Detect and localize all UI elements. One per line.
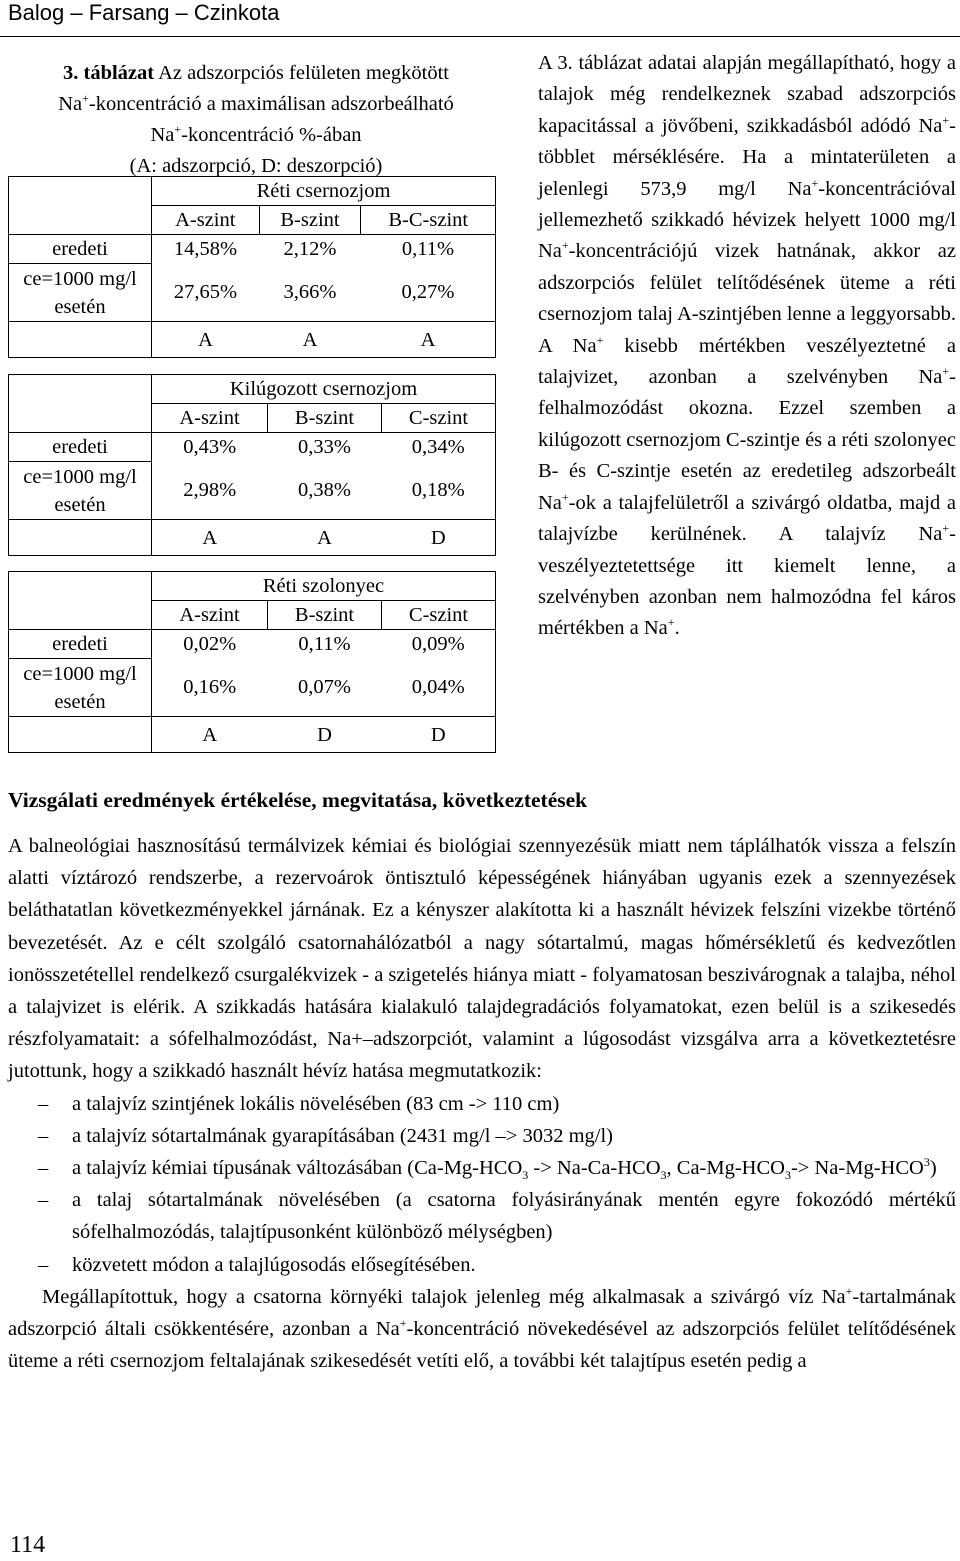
page-number: 114 — [10, 1532, 46, 1558]
table-title: Réti szolonyec — [152, 572, 496, 601]
table-cell: 0,09% — [382, 630, 496, 659]
header-rule — [0, 36, 960, 37]
table-cell: 0,16% — [183, 676, 237, 699]
table-reti-szolonyec — [8, 571, 496, 753]
table-kilugozott-csernozjom — [8, 374, 496, 556]
row-label: ce=1000 mg/l esetén — [9, 462, 152, 520]
running-head: Balog – Farsang – Czinkota — [8, 0, 280, 25]
caption-label: 3. táblázat — [63, 62, 155, 84]
flag-cell: D — [382, 520, 496, 556]
col-header: B-szint — [268, 404, 382, 433]
table-cell: 0,02% — [183, 633, 237, 656]
table-cell: 0,34% — [382, 433, 496, 462]
paragraph: A balneológiai hasznosítású termálvizek kémiai és biológiai szennyezésük miatt nem táplálhatók vissza a felszín alatti víztározó rendszerbe, a rezervoárok öntisztuló képességének hiányában ugyanis ezek a szennyezések beláthatatlan következményekkel járnának. Ez a kényszer alakította ki a használt hévizek felszíni vizekbe történő bevezetését. Az e célt szolgáló csatornahálózatból a nagy sótartalmú, magas hőmérsékletű és kedvezőtlen ionösszetétellel rendelkező csurgalékvizek - a szigetelés hiánya miatt - folyamatosan beszivárognak a talajba, néhol a talajvizet is elérik. A szikkadás hatására kialakuló talajdegradációs folyamatokat, ezen belül is a szikesedés részfolyamatait: a sófelhalmozódást, Na+–adszorpciót, valamint a lúgosodást vizsgálva arra a következtetésre jutottunk, hogy a szikkadó használt hévíz hatása megmutatkozik: — [8, 835, 956, 1083]
flag-cell: A — [152, 520, 268, 556]
list-item: – a talajvíz szintjének lokális növelésében (83 cm -> 110 cm) — [38, 1092, 560, 1115]
table-cell: 0,11% — [361, 235, 496, 264]
col-header: A-szint — [152, 206, 260, 235]
paragraph: Megállapítottuk, hogy a csatorna környéki talajok jelenleg még alkalmasak a szivárgó víz Na+-tartalmának adszorpció általi csökkentésére, azonban a Na+-koncentráció növekedésével az adszorpciós felület telítődésének üteme a réti csernozjom feltalajának szikesedését vetíti elő, a további két talajtípus esetén pedig a — [8, 1284, 956, 1373]
table-cell: 0,27% — [361, 264, 496, 322]
row-label: ce=1000 mg/l esetén — [9, 659, 152, 717]
col-header: A-szint — [152, 601, 268, 630]
list-item: – a talajvíz kémiai típusának változásában ($Ca-Mg-HCO_3 -> Na-Ca-HCO_3$, $Ca-Mg-HCO_3-> Na-Mg-HCO^3$) — [38, 1155, 937, 1183]
col-header: B-C-szint — [361, 206, 496, 235]
table-cell: 14,58% — [173, 238, 238, 261]
table-cell: 0,07% — [298, 676, 351, 699]
list-item: – közvetett módon a talajlúgosodás elősegítésében. — [38, 1253, 476, 1276]
table-cell: 3,66% — [283, 281, 337, 304]
table-cell: 0,04% — [382, 659, 496, 717]
flag-cell: A — [259, 322, 361, 358]
table-title: Réti csernozjom — [152, 177, 496, 206]
col-header: C-szint — [382, 404, 496, 433]
section-heading: Vizsgálati eredmények értékelése, megvitatása, következtetések — [8, 788, 588, 812]
right-column-text: A 3. táblázat adatai alapján megállapítható, hogy a talajok még rendelkeznek szabad adszorpciós kapacitással a jövőbeni, szikkadásból adódó Na+-többlet mérséklésére. Ha a mintaterületen a jelenlegi 573,9 mg/l Na+-koncentrációval jellemezhető szikkadó hévizek helyett 1000 mg/l Na+-koncentrációjú vizek hatnának, akkor az adszorpciós felület telítődésének üteme a réti csernozjom talaj A-szintjében lenne a leggyorsabb. A Na+ kisebb mértékben veszélyeztetné a talajvizet, azonban a szelvényben Na+-felhalmozódást okozna. Ezzel szemben a kilúgozott csernozjom C-szintje és a réti szolonyec B- és C-szintje esetén az eredetileg adszorbeált Na+-ok a talajfelületről a szivárgó oldatba, majd a talajvízbe kerülnének. A talajvíz Na+-veszélyeztetettsége itt kiemelt lenne, a szelvényben azonban nem halmozódna fel káros mértékben a Na+. — [538, 52, 956, 640]
table-title: Kilúgozott csernozjom — [152, 375, 496, 404]
row-label: ce=1000 mg/l esetén — [9, 264, 152, 322]
flag-cell: D — [268, 717, 382, 753]
flag-cell: A — [152, 322, 260, 358]
row-label: eredeti — [9, 235, 152, 264]
col-header: B-szint — [259, 206, 361, 235]
table-cell: 0,11% — [298, 633, 351, 656]
col-header: B-szint — [268, 601, 382, 630]
table-cell: 0,43% — [183, 436, 237, 459]
list-item: – a talaj sótartalmának növelésében (a csatorna folyásirányának mentén egyre fokozódó mértékű sófelhalmozódás, talajtípusonként különböző mélységben) — [38, 1189, 956, 1244]
findings-list — [8, 1088, 956, 1281]
flag-cell: A — [268, 520, 382, 556]
row-label: eredeti — [9, 433, 152, 462]
list-item: – a talajvíz sótartalmának gyarapításában (2431 mg/l –> 3032 mg/l) — [38, 1124, 613, 1147]
flag-cell: D — [382, 717, 496, 753]
body-text — [8, 830, 956, 1377]
row-label: eredeti — [9, 630, 152, 659]
col-header: A-szint — [152, 404, 268, 433]
table-reti-csernozjom — [8, 176, 496, 358]
table-cell: 27,65% — [173, 281, 238, 304]
col-header: C-szint — [382, 601, 496, 630]
table-cell: 2,98% — [183, 479, 237, 502]
table-caption: 3. táblázat Az adszorpciós felületen megkötött Na+-koncentráció a maximálisan adszorbeálható Na+-koncentráció %-ában (A: adszorpció, D: deszorpció) — [58, 62, 454, 177]
flag-cell: A — [361, 322, 496, 358]
table-cell: 2,12% — [283, 238, 337, 261]
table-cell: 0,38% — [298, 479, 351, 502]
table-cell: 0,33% — [298, 436, 351, 459]
table-cell: 0,18% — [382, 462, 496, 520]
flag-cell: A — [152, 717, 268, 753]
